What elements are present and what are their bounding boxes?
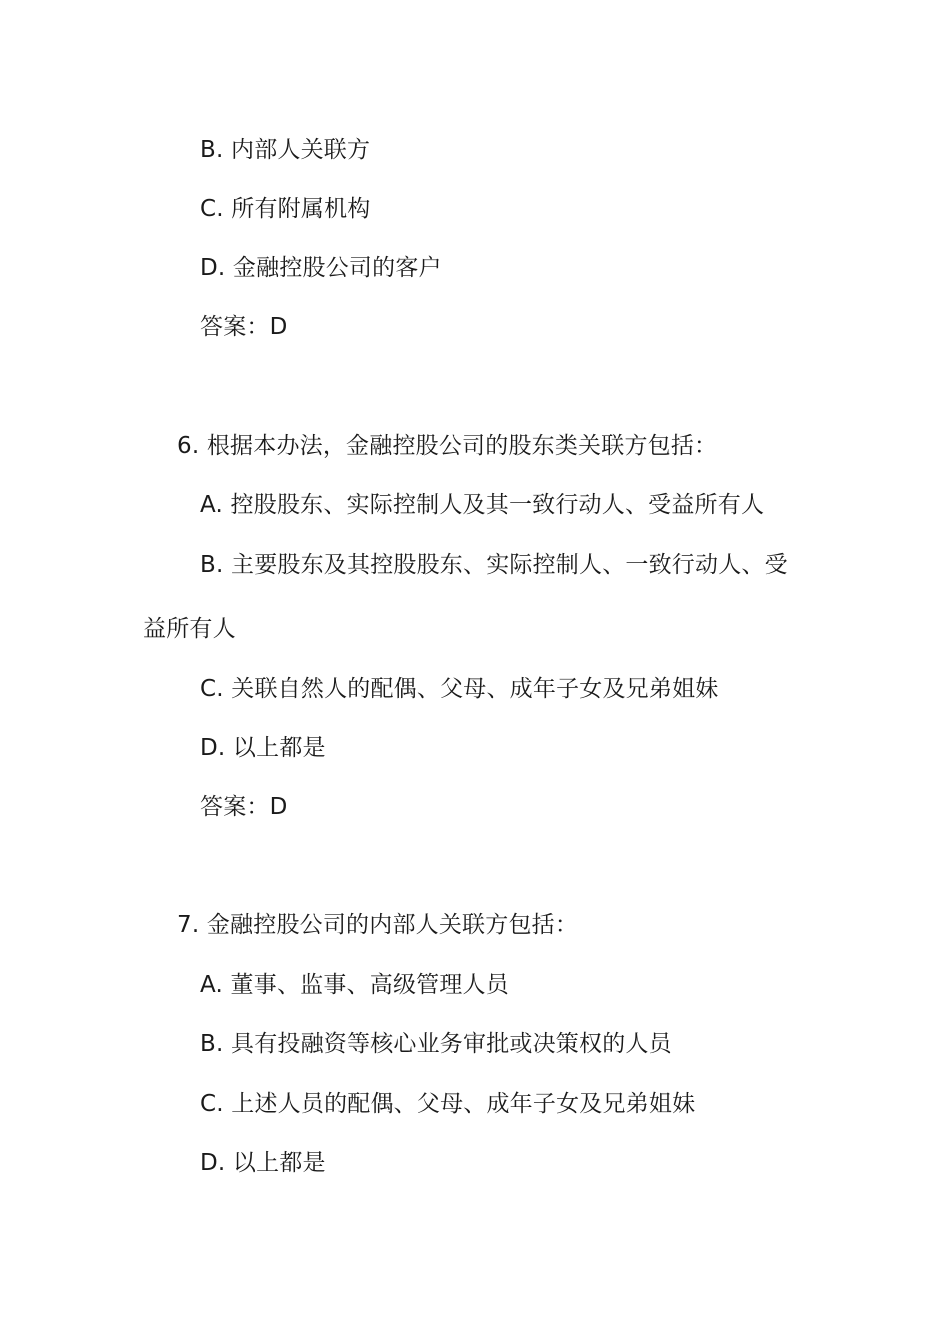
q6-option-a: A. 控股股东、实际控制人及其一致行动人、受益所有人: [200, 492, 765, 518]
q7-option-b: B. 具有投融资等核心业务审批或决策权的人员: [200, 1031, 672, 1057]
q6-option-b-continued: 益所有人: [143, 616, 236, 642]
prev-answer: 答案：D: [200, 314, 288, 340]
q7-question: 7. 金融控股公司的内部人关联方包括：: [177, 912, 579, 938]
q6-option-d: D. 以上都是: [200, 735, 326, 761]
prev-option-d: D. 金融控股公司的客户: [200, 255, 442, 281]
q6-answer: 答案：D: [200, 794, 288, 820]
q7-option-a: A. 董事、监事、高级管理人员: [200, 972, 509, 998]
q6-question: 6. 根据本办法，金融控股公司的股东类关联方包括：: [177, 433, 718, 459]
prev-option-b: B. 内部人关联方: [200, 137, 371, 163]
q7-option-d: D. 以上都是: [200, 1150, 326, 1176]
q6-option-c: C. 关联自然人的配偶、父母、成年子女及兄弟姐妹: [200, 676, 719, 702]
prev-option-c: C. 所有附属机构: [200, 196, 371, 222]
q6-option-b: B. 主要股东及其控股股东、实际控制人、一致行动人、受: [200, 552, 788, 578]
q7-option-c: C. 上述人员的配偶、父母、成年子女及兄弟姐妹: [200, 1091, 696, 1117]
